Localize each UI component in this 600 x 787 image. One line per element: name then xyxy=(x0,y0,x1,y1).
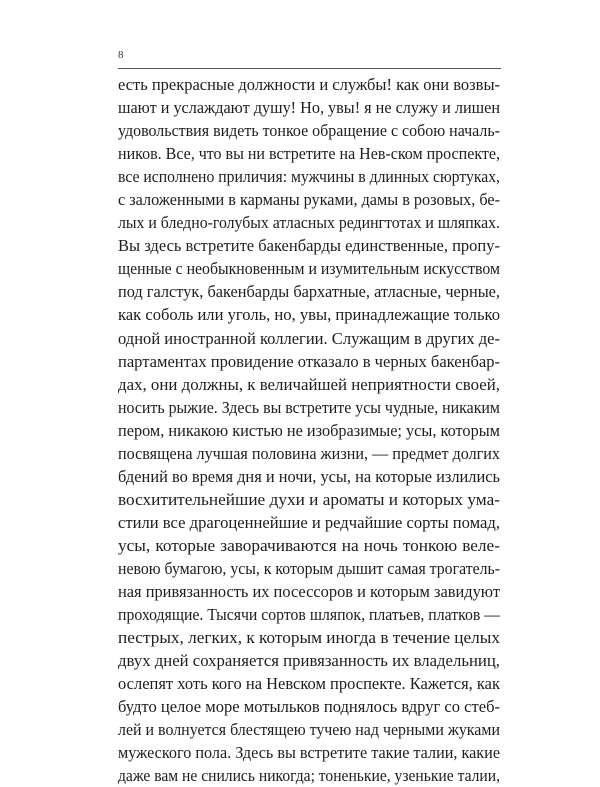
text-line: одной иностранной коллегии. Служащим в других де- xyxy=(118,328,500,348)
text-line: Вы здесь встретите бакенбарды единственные, пропу- xyxy=(118,236,500,256)
text-line: стили все драгоценнейшие и редчайшие сорты помад, xyxy=(118,512,500,532)
text-line: бдений во время дня и ночи, усы, на которые излились xyxy=(118,466,500,486)
text-line: ная привязанность их посессоров и которым завидуют xyxy=(118,582,500,602)
text-line: все исполнено приличия: мужчины в длинных сюртуках, xyxy=(118,167,500,187)
text-line: невою бумагою, усы, к которым дышит самая трогатель- xyxy=(118,558,500,578)
text-line: дах, они должны, к величайшей неприятности своей, xyxy=(118,374,500,394)
text-line: партаментах провидение отказало в черных бакенбар- xyxy=(118,351,500,371)
text-line: мужеского пола. Здесь вы встретите такие талии, какие xyxy=(118,743,500,763)
text-line: пером, никакою кистью не изобразимые; усы, которым xyxy=(118,420,500,440)
text-line: посвящена лучшая половина жизни, — предмет долгих xyxy=(118,443,500,463)
text-line: двух дней сохраняется привязанность их владельниц, xyxy=(118,651,500,671)
text-line: ослепят хоть кого на Невском проспекте. Кажется, как xyxy=(118,674,500,694)
text-line: даже вам не снились никогда; тоненькие, узенькие талии, xyxy=(118,766,500,786)
text-line: будто целое море мотыльков поднялось вдруг со стеб- xyxy=(118,697,500,717)
text-line: восхитительнейшие духи и ароматы и которых ума- xyxy=(118,489,500,509)
text-line: под галстук, бакенбарды бархатные, атласные, черные, xyxy=(118,282,500,302)
page-header xyxy=(118,48,501,69)
text-line: пестрых, легких, к которым иногда в течение целых xyxy=(118,628,500,648)
text-line: носить рыжие. Здесь вы встретите усы чудные, никаким xyxy=(118,397,500,417)
text-line: щенные с необыкновенным и изумительным искусством xyxy=(118,259,500,279)
page-number: 8 xyxy=(118,49,124,61)
text-line: лей и волнуется блестящею тучею над черными жуками xyxy=(118,720,500,740)
text-line: удовольствия видеть тонкое обращение с собою началь- xyxy=(118,121,500,141)
body-text xyxy=(118,73,508,787)
text-line: есть прекрасные должности и службы! как они возвы- xyxy=(118,75,500,94)
text-line: лых и бледно-голубых атласных редингтотах и шляпках. xyxy=(118,213,500,233)
text-line: как соболь или уголь, но, увы, принадлежащие только xyxy=(118,305,500,325)
text-line: с заложенными в карманы руками, дамы в розовых, бе- xyxy=(118,190,500,210)
text-line: усы, которые заворачиваются на ночь тонкою веле- xyxy=(118,535,500,555)
text-line: проходящие. Тысячи сортов шляпок, платьев, платков — xyxy=(118,605,500,625)
text-line: шают и услаждают душу! Но, увы! я не служу и лишен xyxy=(118,98,500,118)
text-line: ников. Все, что вы ни встретите на Нев-ском проспекте, xyxy=(118,144,500,164)
